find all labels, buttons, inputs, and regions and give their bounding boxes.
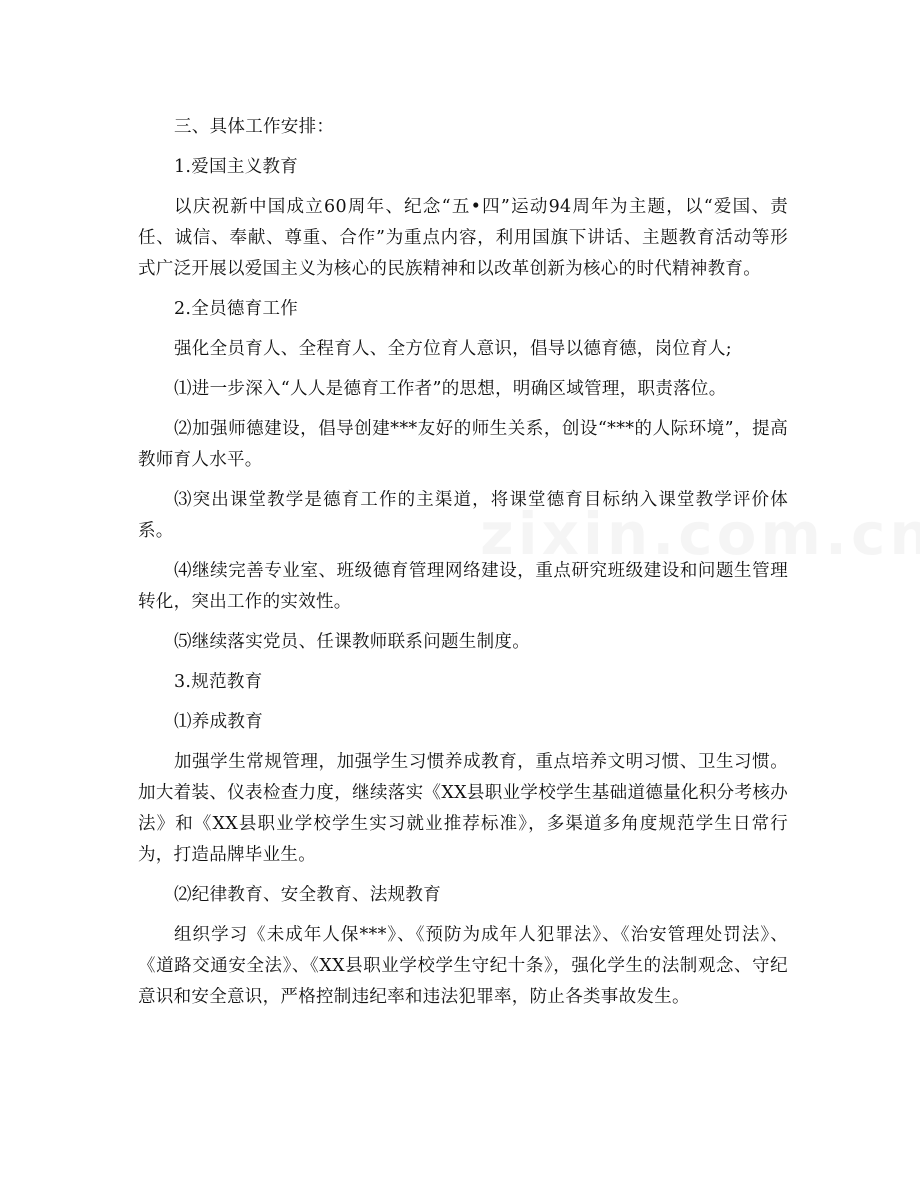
list-item: ⑷继续完善专业室、班级德育管理网络建设，重点研究班级建设和问题生管理转化，突出工作的实效性。 [138, 561, 788, 612]
subsection-heading: 3.规范教育 [174, 672, 263, 692]
list-item: ⑸继续落实党员、任课教师联系问题生制度。 [174, 632, 530, 652]
list-item: ⑶突出课堂教学是德育工作的主渠道，将课堂德育目标纳入课堂教学评价体系。 [138, 490, 788, 541]
subsection-heading: 1.爱国主义教育 [174, 157, 299, 177]
subsection-heading: 2.全员德育工作 [174, 299, 299, 319]
section-heading: 三、具体工作安排： [174, 117, 335, 137]
paragraph: 组织学习《未成年人保***》、《预防为成年人犯罪法》、《治安管理处罚法》、《道路交通安全法》、《XX县职业学校学生守纪十条》，强化学生的法制观念、守纪意识和安全意识，严格控制违纪率和违法犯罪率，防止各类事故发生。 [138, 925, 788, 1007]
list-item: ⑵加强师德建设，倡导创建***友好的师生关系，创设“***的人际环境”，提高教师育人水平。 [138, 419, 788, 470]
list-item: ⑵纪律教育、安全教育、法规教育 [174, 885, 441, 905]
list-item: ⑴养成教育 [174, 712, 263, 732]
paragraph: 加强学生常规管理，加强学生习惯养成教育，重点培养文明习惯、卫生习惯。加大着装、仪表检查力度，继续落实《XX县职业学校学生基础道德量化积分考核办法》和《XX县职业学校学生实习就业推荐标准》，多渠道多角度规范学生日常行为，打造品牌毕业生。 [138, 752, 788, 865]
paragraph: 强化全员育人、全程育人、全方位育人意识，倡导以德育德，岗位育人; [174, 339, 732, 359]
paragraph: 以庆祝新中国成立60周年、纪念“五•四”运动94周年为主题，以“爱国、责任、诚信、奉献、尊重、合作”为重点内容，利用国旗下讲话、主题教育活动等形式广泛开展以爱国主义为核心的民族精神和以改革创新为核心的时代精神教育。 [138, 197, 788, 279]
document-body [138, 112, 788, 1022]
list-item: ⑴进一步深入“人人是德育工作者”的思想，明确区域管理，职责落位。 [174, 379, 727, 399]
